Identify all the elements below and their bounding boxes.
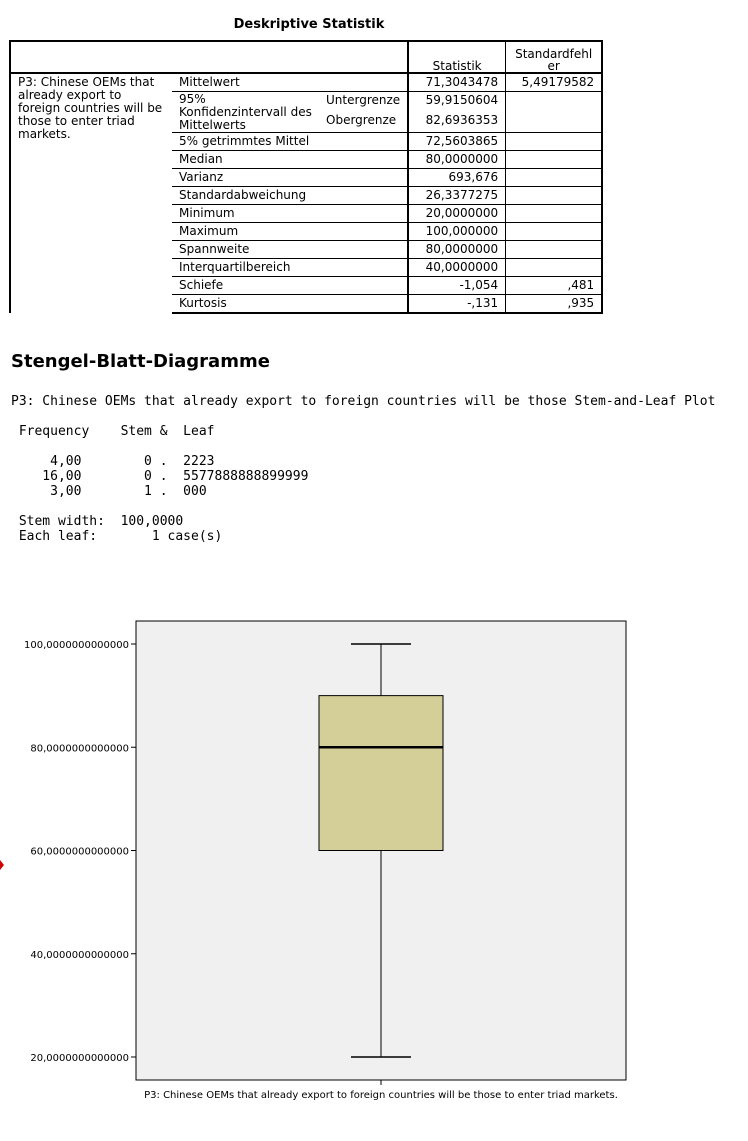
x-axis-label: P3: Chinese OEMs that already export to foreign countries will be those to enter triad markets.	[144, 1090, 618, 1101]
row-se: ,481	[506, 277, 603, 295]
stem-leaf-title: P3: Chinese OEMs that already export to foreign countries will be those Stem-and-Leaf Plot	[11, 394, 716, 409]
table-header-row	[10, 41, 602, 73]
y-tick-label: 40,0000000000000	[30, 949, 129, 961]
stem-and-leaf-plot	[11, 394, 715, 544]
row-se	[506, 92, 603, 113]
row-label: Spannweite	[172, 241, 408, 259]
each-leaf: Each leaf: 1 case(s)	[11, 529, 223, 544]
row-se	[506, 133, 603, 151]
y-tick-label: 20,0000000000000	[30, 1053, 129, 1064]
row-sublabel: Obergrenze	[319, 112, 408, 133]
row-stat: 100,000000	[408, 223, 506, 241]
marker-arrow-icon	[0, 860, 4, 870]
stem-leaf-line: 16,00 0 . 5577888888899999	[11, 469, 309, 484]
descriptive-statistics-table	[9, 40, 603, 314]
row-se: ,935	[506, 295, 603, 314]
row-se	[506, 112, 603, 133]
row-stat: 72,5603865	[408, 133, 506, 151]
row-stat: 59,9150604	[408, 92, 506, 113]
section-title: Stengel-Blatt-Diagramme	[11, 351, 270, 372]
row-se	[506, 151, 603, 169]
row-se	[506, 223, 603, 241]
row-label: Mittelwert	[172, 73, 408, 92]
stem-leaf-header: Frequency Stem & Leaf	[11, 424, 215, 439]
row-stat: 26,3377275	[408, 187, 506, 205]
row-stat: -,131	[408, 295, 506, 314]
row-label: Schiefe	[172, 277, 408, 295]
row-se	[506, 169, 603, 187]
row-se	[506, 187, 603, 205]
row-stat: 82,6936353	[408, 112, 506, 133]
row-stat: 40,0000000	[408, 259, 506, 277]
stem-leaf-line: 3,00 1 . 000	[11, 484, 207, 499]
row-stat: 80,0000000	[408, 241, 506, 259]
row-se	[506, 259, 603, 277]
stem-width: Stem width: 100,0000	[11, 514, 184, 529]
row-stat: 20,0000000	[408, 205, 506, 223]
row-stat: 80,0000000	[408, 151, 506, 169]
table-title: Deskriptive Statistik	[233, 17, 385, 32]
variable-label: P3: Chinese OEMs that already export to foreign countries will be those to enter triad markets.	[10, 73, 172, 313]
row-label: 5% getrimmtes Mittel	[172, 133, 408, 151]
row-se	[506, 241, 603, 259]
row-label: Varianz	[172, 169, 408, 187]
y-tick-label: 80,0000000000000	[30, 743, 129, 755]
row-label: Kurtosis	[172, 295, 408, 314]
interquartile-box	[319, 696, 443, 851]
row-sublabel: Untergrenze	[326, 93, 401, 107]
row-se	[506, 205, 603, 223]
row-stat: -1,054	[408, 277, 506, 295]
header-standardfehler: Standardfehl er	[506, 41, 603, 73]
row-stat: 71,3043478	[408, 73, 506, 92]
table-row	[10, 73, 602, 92]
row-label: Median	[172, 151, 408, 169]
y-axis	[24, 640, 136, 1064]
row-label: Maximum	[172, 223, 408, 241]
stem-leaf-line: 4,00 0 . 2223	[11, 454, 215, 469]
row-label: Minimum	[172, 205, 408, 223]
row-label: Standardabweichung	[172, 187, 408, 205]
header-statistik: Statistik	[408, 41, 506, 73]
row-stat: 693,676	[408, 169, 506, 187]
row-se: 5,49179582	[506, 73, 603, 92]
row-label: Interquartilbereich	[172, 259, 408, 277]
boxplot-chart	[0, 605, 748, 1115]
y-tick-label: 60,0000000000000	[30, 846, 129, 858]
row-label: 95% Konfidenzintervall des Mittelwerts	[172, 92, 319, 133]
y-tick-label: 100,0000000000000	[24, 640, 129, 651]
